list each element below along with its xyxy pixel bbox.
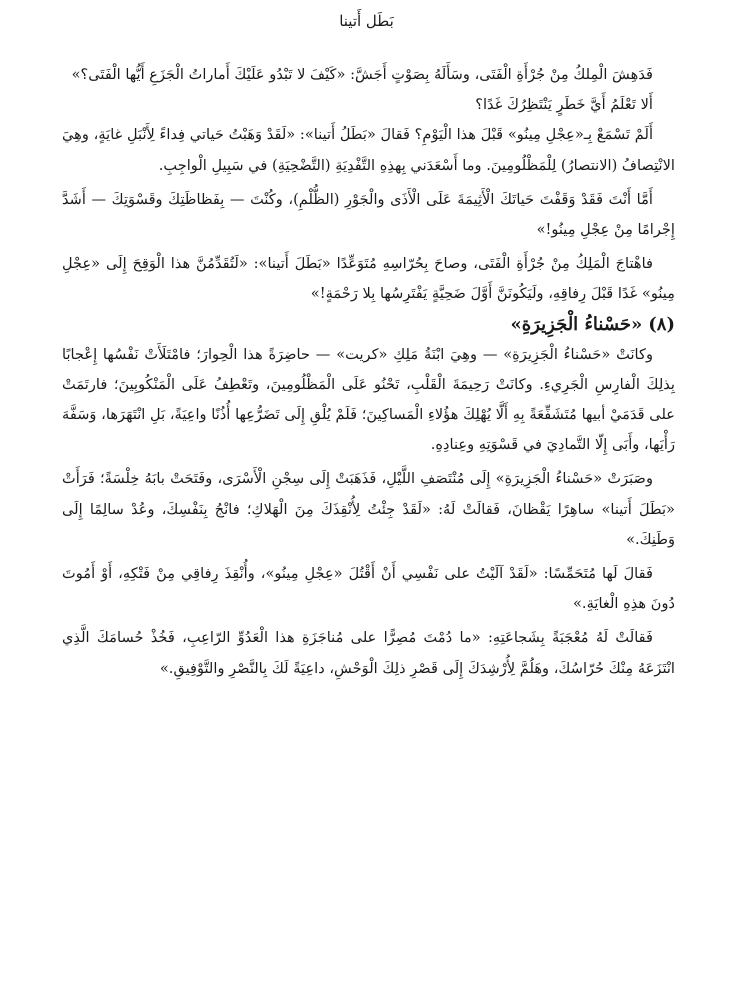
chapter-number: (٨)	[648, 313, 675, 335]
paragraph: وكانَتْ «حَسْناءُ الْجَزِيرَةِ» — وهِيَ ابْنَةُ مَلِكِ «كريت» — حاضِرَةً هذا الْحِوارَ؛ فامْتَلَأَتْ نَفْسُها إِعْجابًا بِذلِكَ الْفارِسِ الْجَرِيءِ. وكانَتْ رَحِيمَةَ الْقَلْبِ، تَحْنُو عَلَى الْمَظْلُومِينَ، وتَعْطِفُ عَلَى الْمَنْكُوبِينَ؛ فارتَمَتْ على قَدَمَيْ أبيها مُتَشَفِّعَةً بِهِ أَلَّا يُهْلِكَ هؤُلاءِ الْمَساكِينَ؛ فَلَمْ يُلْقِ إِلَى تَضَرُّعِها أُذُنًا واعِيَةً، بَلِ انْتَهَرَها، وَسَفَّهَ رَأْيَها، وأَبَى إِلّا التَّمادِيَ في قَسْوَتِهِ وعِنادِهِ.	[62, 345, 675, 454]
chapter-heading	[62, 310, 675, 340]
paragraph: وصَبَرَتْ «حَسْناءُ الْجَزِيرَةِ» إِلَى مُنْتَصَفِ اللَّيْلِ، فَذَهَبَتْ إِلَى سِجْنِ الْأَسْرَى، وفَتَحَتْ بابَهُ خِلْسَةً؛ فَرَأَتْ «بَطَلَ أَتينا» ساهِرًا يَقْظانَ، فَقالَتْ لَهُ: «لَقَدْ جِئْتُ لِأُنْقِذَكَ مِنَ الْهَلاكِ؛ فانْجُ بِنَفْسِكَ، وعُدْ سالِمًا إِلَى وَطَنِكَ.»	[62, 470, 675, 548]
paragraph: أَلَمْ تَسْمَعْ بِـ«عِجْلِ مِينُو» قَبْلَ هذا الْيَوْمِ؟ فَقالَ «بَطَلُ أَتينا»: «لَقَدْ وَهَبْتُ حَياتي فِداءً لِأَنْبَلِ غايَةٍ، وهِيَ الانْتِصافُ (الانتصارُ) لِلْمَظْلُومِينَ. وما أَسْعَدَني بِهذِهِ التَّفْدِيَةِ (التَّضْحِيَةِ) في سَبِيلِ الْواجِبِ.	[62, 126, 675, 174]
paragraph: أَلا تَعْلَمُ أَيَّ خَطَرٍ يَنْتَظِرُكَ غَدًا؟	[475, 96, 653, 114]
paragraph: فَقالَتْ لَهُ مُعْجَبَةً بِشَجاعَتِهِ: «ما دُمْتَ مُصِرًّا على مُناجَزَةِ هذا الْعَدُوِّ الرّاعِبِ، فَخُذْ حُسامَكَ الَّذِي انْتَزَعَهُ مِنْكَ حُرّاسُكَ، وهَلُمَّ لِأُرْشِدَكَ إِلَى قَصْرِ ذلِكَ الْوَحْشِ، داعِيَةً لَكَ بِالنَّصْرِ والتَّوْفِيقِ.»	[62, 629, 675, 677]
paragraph: فاهْتاجَ الْمَلِكُ مِنْ جُرْأَةِ الْفَتَى، وصاحَ بِحُرّاسِهِ مُتَوَعِّدًا «بَطَلَ أَتينا»: «لَتُقَدِّمُنَّ هذا الْوَقِحَ إِلَى «عِجْلِ مِينُو» غَدًا قَبْلَ رِفاقِهِ، ولَيَكُونَنَّ أَوَّلَ ضَحِيَّةٍ يَفْتَرِسُها بِلا رَحْمَةٍ!»	[62, 255, 675, 303]
body-text	[62, 60, 675, 684]
chapter-title: «حَسْناءُ الْجَزِيرَةِ»	[510, 313, 643, 335]
paragraph: أَمَّا أَنْتَ فَقَدْ وَقَفْتَ حَياتَكَ الْأَثِيمَةَ عَلَى الْأَذَى والْجَوْرِ (الظُّلْمِ)، وكُنْتَ — بِفَظاظَتِكَ وقَسْوَتِكَ — أَشَدَّ إِجْرامًا مِنْ عِجْلِ مِينُو!»	[62, 190, 675, 239]
running-header: بَطَل أَتينا	[339, 12, 394, 30]
paragraph: فَدَهِشَ الْمِلكُ مِنْ جُرْأَةِ الْفَتَى، وسَأَلَهُ بِصَوْتٍ أَجَشَّ: «كَيْفَ لا تَبْدُو عَلَيْكَ أَماراتُ الْجَزَعِ أَيُّها الْفَتَى؟»	[71, 66, 653, 83]
paragraph: فَقالَ لَها مُتَحَمِّسًا: «لَقَدْ آلَيْتُ على نَفْسِي أَنْ أَقْتُلَ «عِجْلِ مِينُو»، وأُنْقِذَ رِفاقِي مِنْ فَتْكِهِ، أَوْ أَمُوتَ دُونَ هذِهِ الْغايَةِ.»	[62, 565, 675, 613]
